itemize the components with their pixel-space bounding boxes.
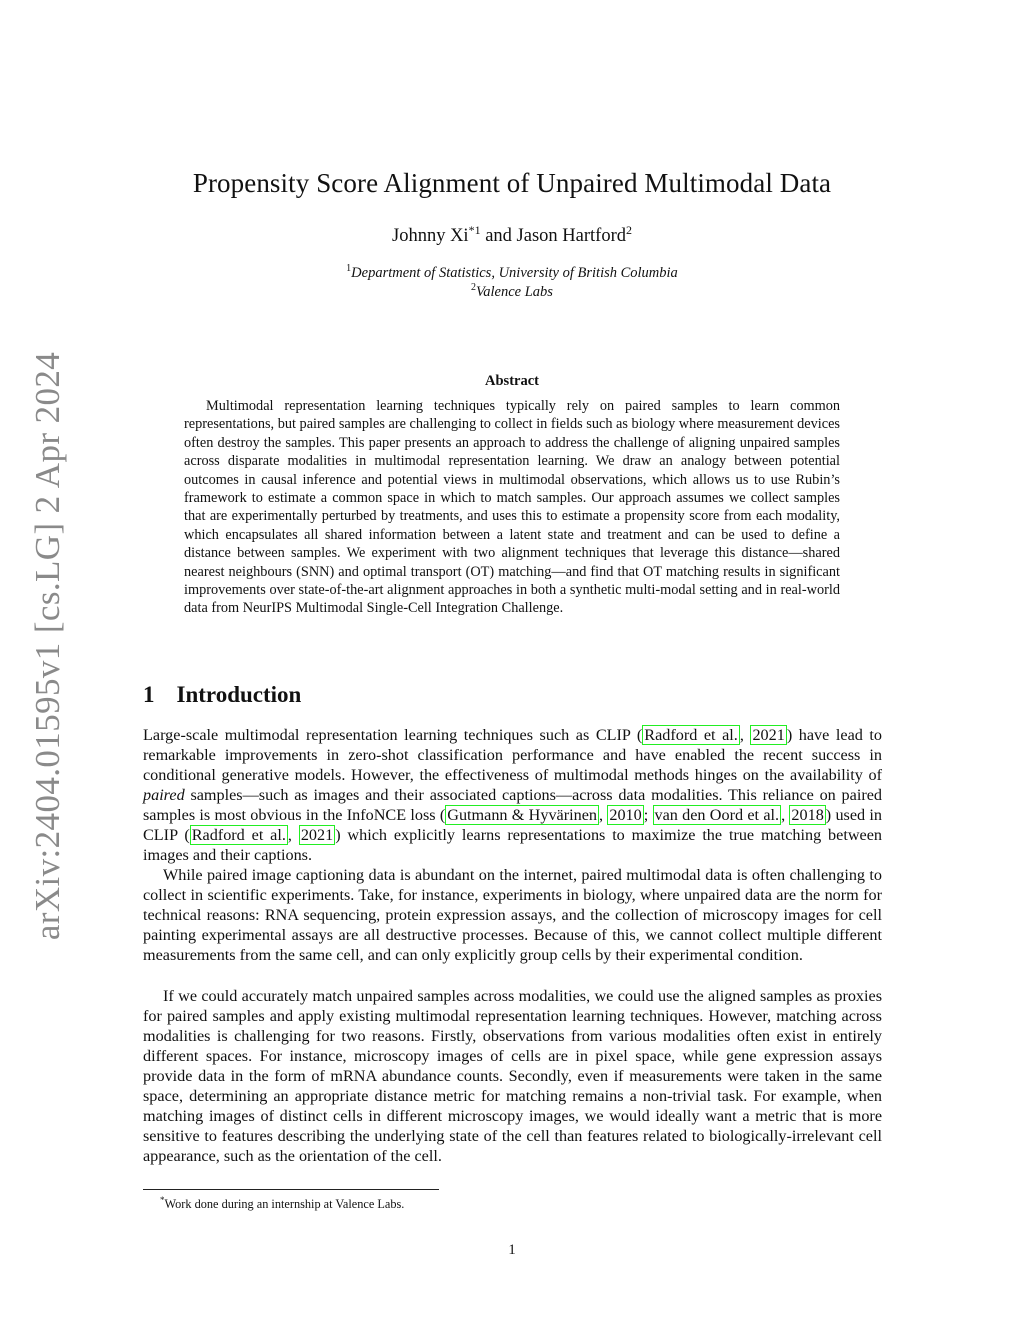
citation-link[interactable]: Radford et al. [191,826,286,844]
para1-text: , [739,726,751,744]
intro-paragraph-2: While paired image captioning data is abundant on the internet, paired multimodal data is often challenging to collect in scientific experiments. Take, for instance, experiments in biology, where unpaired data are the norm for technical reasons: RNA sequencing, protein expression assays, and the collection of microscopy images for cell painting experimental assays are all destructive processes. Because of this, we cannot collect multiple different measurements from the same cell, and can only explicitly group cells by their experimental condition. [143,866,882,964]
para1-text: samples—such as images and their associated captions—across data modalities. This reliance on paired samples is most obvious in the InfoNCE loss ( [143,786,882,824]
paper-title: Propensity Score Alignment of Unpaired Multimodal Data [192,168,832,198]
intro-paragraph-1 [143,725,882,865]
affiliation-2 [0,282,1024,301]
author-conjunction: and [480,226,517,247]
abstract-heading: Abstract [485,373,539,389]
affiliation-2-mark: 2 [471,282,477,293]
affiliation-1-text: Department of Statistics, University of British Columbia [351,264,678,281]
para1-text: ; [643,806,653,824]
affiliation-1-mark: 1 [346,263,352,274]
author-2: Jason Hartford [516,226,626,247]
page-number: 1 [508,1242,516,1258]
citation-link[interactable]: Gutmann & Hyvärinen [447,806,597,824]
footnote-divider [143,1189,439,1190]
para1-text: ) which explicitly learns representations to maximize the true matching between images and their captions. [143,826,882,864]
citation-link[interactable]: Radford et al. [644,726,738,744]
arxiv-stamp: arXiv:2404.01595v1 [cs.LG] 2 Apr 2024 [28,351,67,941]
author-2-mark: 2 [625,223,632,237]
para1-text: , [781,806,790,824]
citation-year-link[interactable]: 2021 [300,826,334,844]
footnote-mark: * [160,1195,165,1205]
citation-year-link[interactable]: 2021 [752,726,785,744]
para1-text: Large-scale multimodal representation learning techniques such as CLIP ( [143,726,643,744]
footnote-text: Work done during an internship at Valence Labs. [164,1197,405,1212]
citation-year-link[interactable]: 2010 [609,806,642,824]
intro-paragraph-3: If we could accurately match unpaired samples across modalities, we could use the aligned samples as proxies for paired samples and apply existing multimodal representation learning techniques. However, matching across modalities is challenging for two reasons. Firstly, observations from various modalities often exist in entirely different spaces. For instance, microscopy images of cells are in pixel space, while gene expression assays provide data in the form of mRNA abundance counts. Secondly, even if measurements were taken in the same space, determining an appropriate distance metric for matching remains a non-trivial task. For example, when matching images of distinct cells in different microscopy images, we would ideally want a metric that is more sensitive to features describing the underlying state of the cell than features related to biologically-irrelevant cell appearance, such as the orientation of the cell. [143,987,882,1165]
para1-text: , [287,826,299,844]
affiliation-2-text: Valence Labs [476,283,553,300]
affiliation-1 [0,263,1024,282]
footnote [160,1195,404,1212]
author-1-mark: *1 [468,223,481,237]
para1-text: ) have lead to remarkable improvements in zero-shot classification performance and have enabled the recent success in conditional generative models. However, the effectiveness of multimodal methods hinges on the availability of [143,726,882,784]
para1-text: ) used in CLIP ( [143,806,883,844]
section-heading [143,682,301,708]
para1-emphasis: paired [143,786,185,804]
para1-text: , [599,806,608,824]
section-title: Introduction [176,682,302,707]
section-number: 1 [143,682,155,707]
abstract-body: Multimodal representation learning techniques typically rely on paired samples to learn common representations, but paired samples are challenging to collect in fields such as biology where measurement devices often destroy the samples. This paper presents an approach to address the challenge of aligning unpaired samples across disparate modalities in multimodal representation learning. We draw an analogy between potential outcomes in causal inference and potential views in multimodal observations, which allows us to use Rubin’s framework to estimate a common space in which to match samples. Our approach assumes we collect samples that are experimentally perturbed by treatments, and uses this to estimate a propensity score from each modality, which encapsulates all shared information between a latent state and treatment and can be used to define a distance between samples. We experiment with two alignment techniques that leverage this distance—shared nearest neighbours (SNN) and optimal transport (OT) matching—and find that OT matching results in significant improvements over state-of-the-art alignment approaches in both a synthetic multi-modal setting and in real-world data from NeurIPS Multimodal Single-Cell Integration Challenge. [184,398,840,617]
author-1: Johnny Xi [392,226,469,247]
citation-year-link[interactable]: 2018 [791,806,824,824]
authors [0,223,1024,247]
citation-link[interactable]: van den Oord et al. [654,806,780,824]
